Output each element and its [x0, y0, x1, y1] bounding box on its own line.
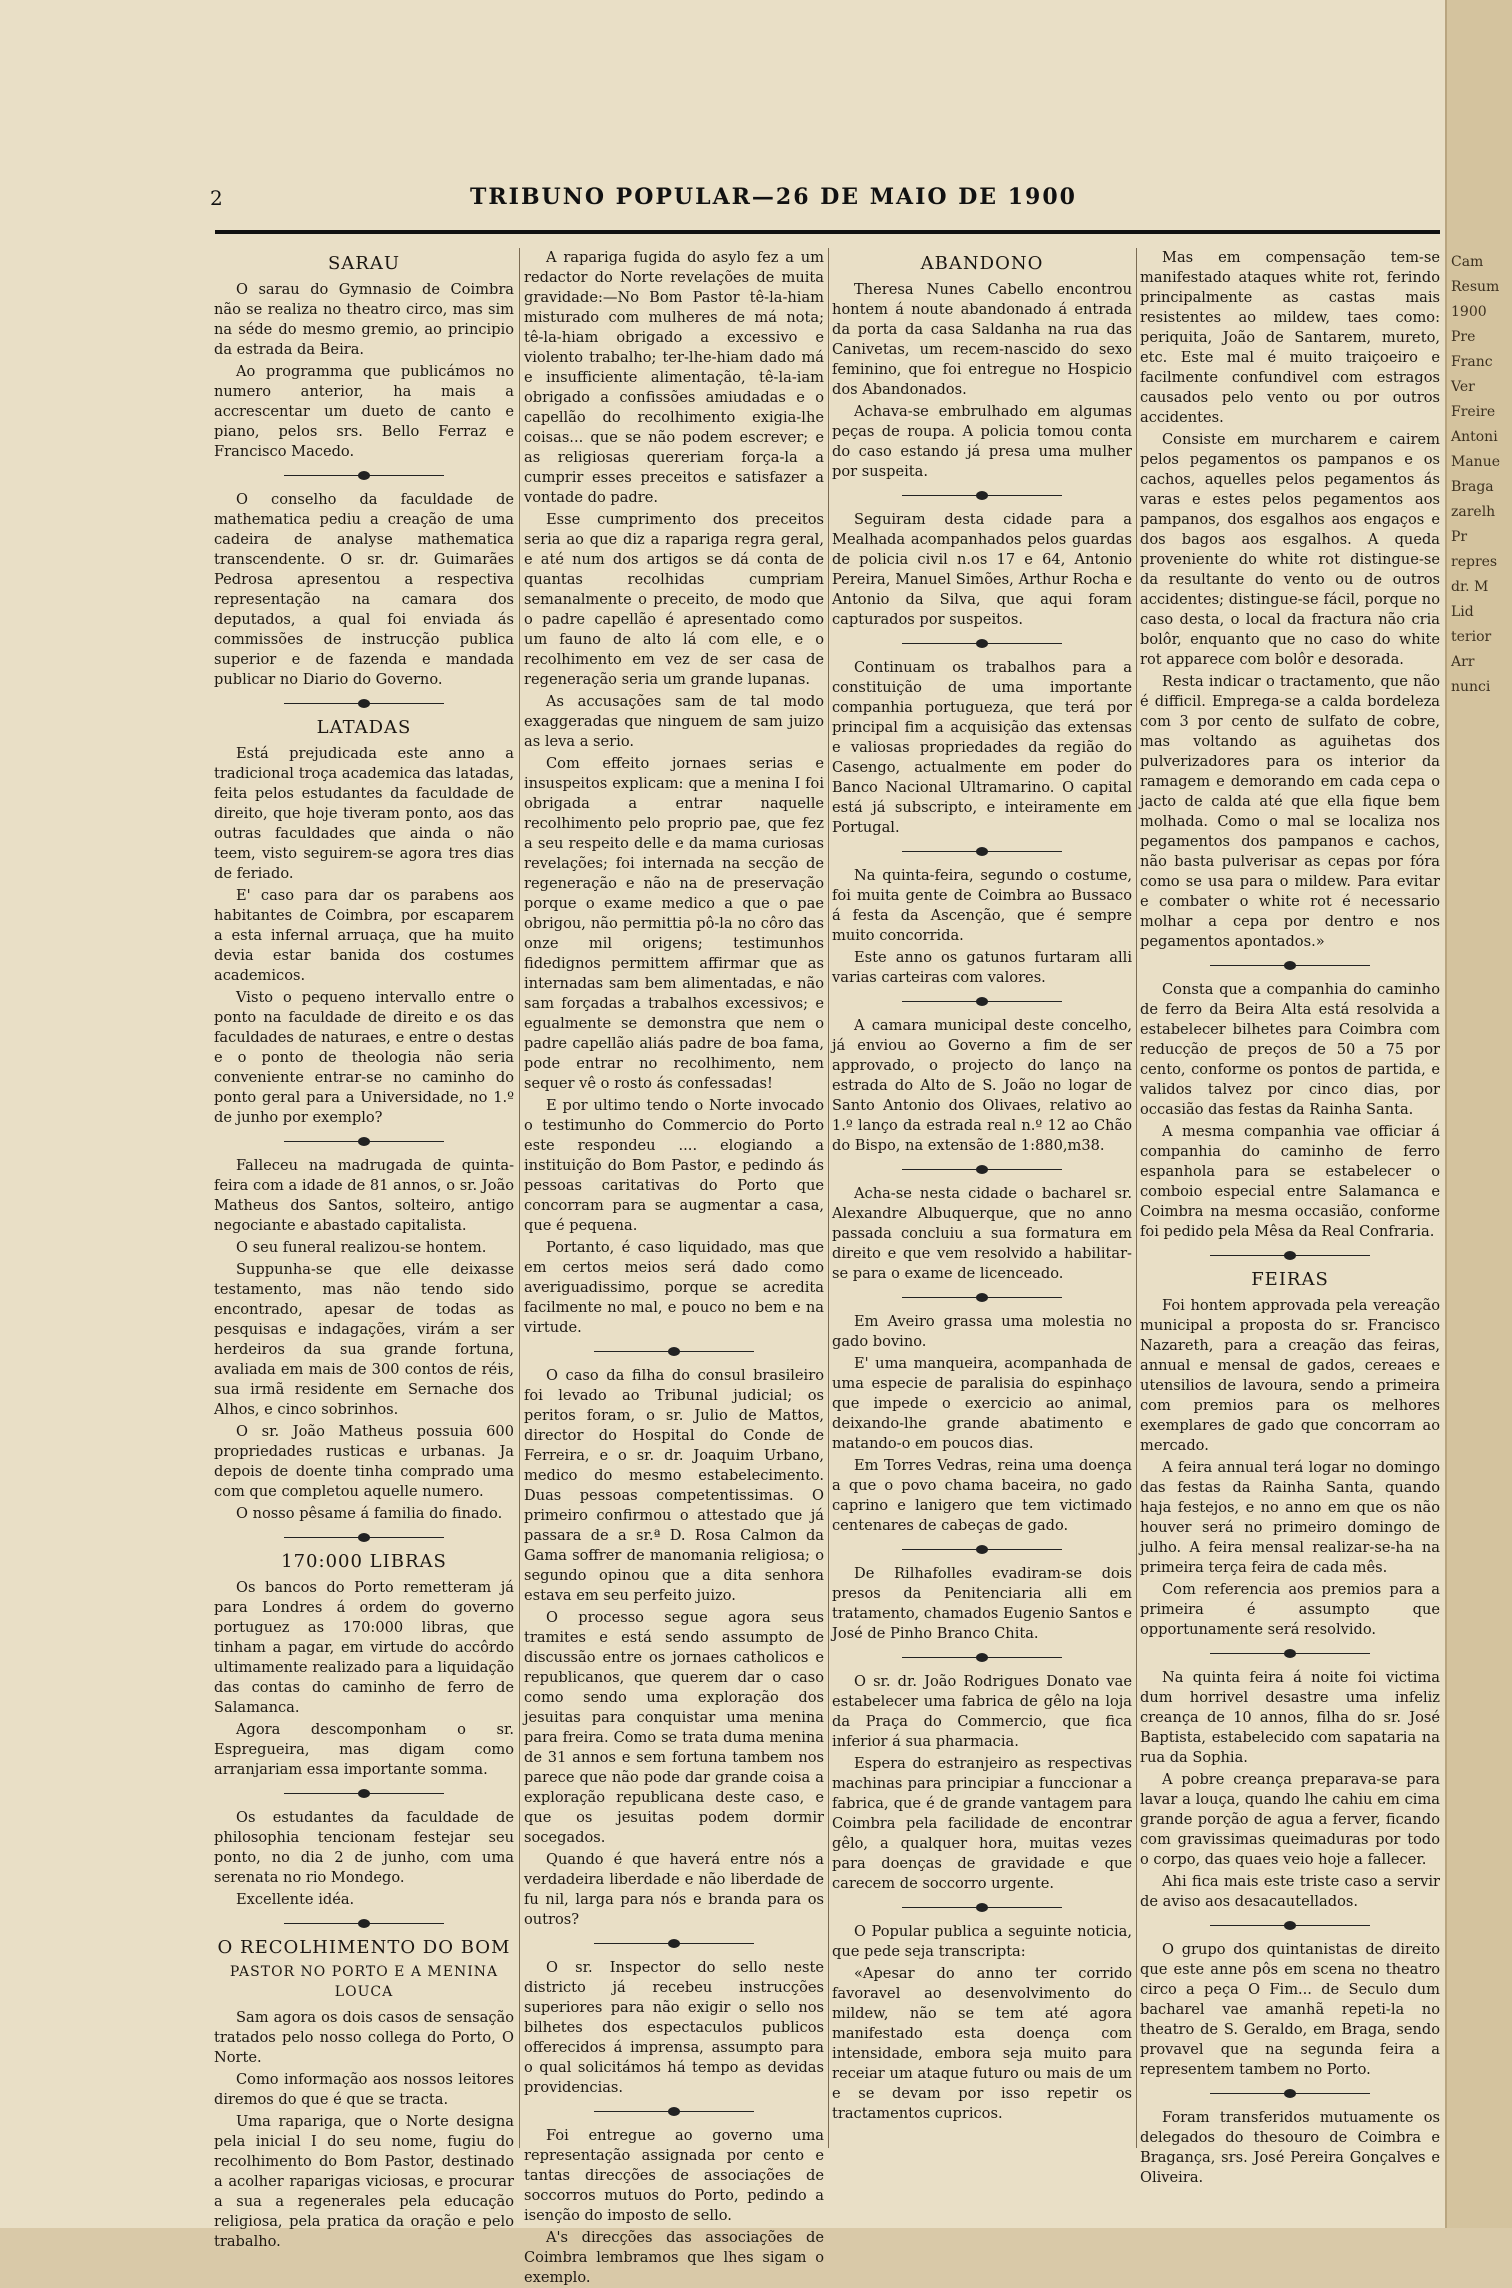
article-paragraph: Sam agora os dois casos de sensação tratados pelo nosso collega do Porto, O Norte.	[214, 2009, 514, 2066]
article-paragraph: A's direcções das associações de Coimbra lembramos que lhes sigam o exemplo.	[524, 2229, 824, 2286]
article-divider	[524, 1344, 824, 1360]
article-divider	[1140, 958, 1440, 974]
article-paragraph: Seguiram desta cidade para a Mealhada acompanhados pelos guardas de policia civil n.os 17 e 64, Antonio Pereira, Manuel Simões, Arthur Rocha e Antonio da Silva, que aqui foram capturados por suspeitos.	[832, 511, 1132, 628]
fragment-line: Pre	[1451, 329, 1476, 345]
article-heading: PASTOR NO PORTO E A MENINA LOUCA	[229, 1964, 499, 2000]
article-paragraph: Falleceu na madrugada de quinta-feira com a idade de 81 annos, o sr. João Matheus dos Santos, solteiro, antigo negociante e abastado capitalista.	[214, 1157, 514, 1234]
header-rule	[215, 230, 1440, 234]
article-paragraph: Agora descomponham o sr. Espregueira, mas digam como arranjariam essa importante somma.	[214, 1721, 514, 1778]
article-divider	[214, 1530, 514, 1546]
fragment-line: Ver	[1451, 379, 1475, 395]
fragment-line: Resum	[1451, 279, 1500, 295]
article-paragraph: Com referencia aos premios para a primeira é assumpto que opportunamente será resolvido.	[1140, 1581, 1440, 1638]
article-paragraph: Resta indicar o tractamento, que não é difficil. Emprega-se a calda bordeleza com 3 por cento de sulfato de cobre, mas voltando as aguihetas dos pulverizadores para os interior da ramagem e demorando em cada cepa o jacto de calda até que ella fique bem molhada. Como o mal se localiza nos pegamentos dos pampanos e cachos, não basta pulverisar as cepas por fóra como se usa para o mildew. Para evitar e combater o white rot é necessario molhar a cepa por dentro e nos pegamentos apontados.»	[1140, 673, 1440, 950]
article-paragraph: Quando é que haverá entre nós a verdadeira liberdade e não liberdade de fu nil, larga para nós e branda para os outros?	[524, 1851, 824, 1928]
article-paragraph: Mas em compensação tem-se manifestado ataques white rot, ferindo principalmente as castas mais resistentes ao mildew, taes como: periquita, João de Santarem, mureto, etc. Este mal é muito traiçoeiro e facilmente confundivel com estragos causados pelo vento ou por outros accidentes.	[1140, 249, 1440, 426]
article-divider	[832, 488, 1132, 504]
article-heading: SARAU	[327, 253, 401, 274]
fragment-line: Franc	[1451, 354, 1493, 370]
fragment-line: terior	[1451, 629, 1492, 645]
article-paragraph: Portanto, é caso liquidado, mas que em certos meios será dado como averiguadissimo, porque se acredita facilmente no mal, e pouco no bem e na virtude.	[524, 1239, 824, 1336]
page-header	[210, 180, 1440, 220]
article-divider	[214, 1786, 514, 1802]
next-page-edge	[1445, 0, 1512, 2228]
article-divider	[1140, 2086, 1440, 2102]
article-paragraph: Uma rapariga, que o Norte designa pela inicial I do seu nome, fugiu do recolhimento do Bom Pastor, destinado a acolher raparigas viciosas, e procurar a sua a regenerales pela educação religiosa, pela pratica da oração e pelo trabalho.	[214, 2113, 514, 2250]
article-divider	[832, 636, 1132, 652]
article-divider	[524, 2104, 824, 2120]
fragment-line: dr. M	[1451, 579, 1489, 595]
article-paragraph: E por ultimo tendo o Norte invocado o testimunho do Commercio do Porto este respondeu .... elogiando a instituição do Bom Pastor, e pedindo ás pessoas caritativas do Porto que concorram para se augmentar a casa, que é pequena.	[524, 1097, 824, 1234]
fragment-line: Freire	[1451, 404, 1496, 420]
article-paragraph: Theresa Nunes Cabello encontrou hontem á noute abandonado á entrada da porta da casa Saldanha na rua das Canivetas, um recem-nascido do sexo feminino, que foi entregue no Hospicio dos Abandonados.	[832, 281, 1132, 398]
article-paragraph: O grupo dos quintanistas de direito que este anne pôs em scena no theatro circo a peça O Fim... de Seculo dum bacharel vae amanhã repeti-la no theatro de S. Geraldo, em Braga, sendo provavel que na segunda feira a representem tambem no Porto.	[1140, 1941, 1440, 2078]
column-divider	[519, 248, 520, 2148]
fragment-line: 1900	[1451, 304, 1487, 320]
article-divider	[832, 1900, 1132, 1916]
article-paragraph: A mesma companhia vae officiar á companhia do caminho de ferro espanhola para se estabelecer o comboio especial entre Salamanca e Coimbra na mesma occasião, conforme foi pedido pela Mêsa da Real Confraria.	[1140, 1123, 1440, 1240]
article-paragraph: Foi hontem approvada pela vereação municipal a proposta do sr. Francisco Nazareth, para a creação das feiras, annual e mensal de gados, cereaes e utensilios de lavoura, sendo a primeira com premios para os melhores exemplares de gado que concorram ao mercado.	[1140, 1297, 1440, 1454]
article-heading: ABANDONO	[920, 253, 1044, 274]
article-divider	[832, 1162, 1132, 1178]
article-paragraph: A pobre creança preparava-se para lavar a louça, quando lhe cahiu em cima grande porção de agua a ferver, ficando com gravissimas queimaduras por todo o corpo, das quaes veio hoje a fallecer.	[1140, 1771, 1440, 1868]
article-paragraph: O sr. João Matheus possuia 600 propriedades rusticas e urbanas. Ja depois de doente tinha comprado uma com que completou aquelle numero.	[214, 1423, 514, 1500]
article-paragraph: Com effeito jornaes serias e insuspeitos explicam: que a menina I foi obrigada a entrar naquelle recolhimento pelo proprio pae, que fez a seu respeito delle e da mama curiosas revelações; foi internada na secção de regeneração e não na de preservação porque o exame medico a que o pae obrigou, não permittia pô-la no côro das onze mil origens; testimunhos fidedignos permittem affirmar que as internadas sam bem alimentadas, e não sam forçadas a trabalhos excessivos; e egualmente se demonstra que nem o padre capellão aliás padre de boa fama, pode entrar no recolhimento, nem sequer vê o rosto ás confessadas!	[524, 755, 824, 1092]
article-divider	[832, 1290, 1132, 1306]
column-divider	[828, 248, 829, 2148]
article-paragraph: O sarau do Gymnasio de Coimbra não se realiza no theatro circo, mas sim na séde do mesmo gremio, ao principio da estrada da Beira.	[214, 281, 514, 358]
article-paragraph: Espera do estranjeiro as respectivas machinas para principiar a funccionar a fabrica, que é de grande vantagem para Coimbra pela facilidade de encontrar gêlo, a qualquer hora, muitas vezes para doenças de gravidade e que carecem de soccorro urgente.	[832, 1755, 1132, 1892]
article-paragraph: Continuam os trabalhos para a constituição de uma importante companhia portugueza, que terá por principal fim a acquisição das extensas e valiosas propriedades da região do Casengo, actualmente em poder do Banco Nacional Ultramarino. O capital está já subscripto, e inteiramente em Portugal.	[832, 659, 1132, 836]
column-divider	[1136, 248, 1137, 2148]
article-heading: LATADAS	[316, 717, 412, 738]
fragment-line: Antoni	[1451, 429, 1498, 445]
column-1	[214, 248, 514, 2250]
next-page-fragments	[1451, 250, 1509, 700]
article-divider	[832, 1650, 1132, 1666]
article-divider	[1140, 1646, 1440, 1662]
article-paragraph: Foi entregue ao governo uma representação assignada por cento e tantas direcções de associações de soccorros mutuos do Porto, pedindo a isenção do imposto de sello.	[524, 2127, 824, 2224]
column-3	[832, 248, 1132, 2198]
article-paragraph: Na quinta feira á noite foi victima dum horrivel desastre uma infeliz creança de 10 annos, filha do sr. José Baptista, estabelecido com sapataria na rua da Sophia.	[1140, 1669, 1440, 1766]
article-paragraph: «Apesar do anno ter corrido favoravel ao desenvolvimento do mildew, não se tem até agora manifestado esta doença com intensidade, embora seja muito para receiar um ataque futuro ou mais de um e se devam por isso repetir os tractamentos cupricos.	[832, 1965, 1132, 2122]
article-paragraph: Como informação aos nossos leitores diremos do que é que se tracta.	[214, 2071, 514, 2108]
article-divider	[214, 696, 514, 712]
article-paragraph: A feira annual terá logar no domingo das festas da Rainha Santa, quando haja festejos, e no anno em que os não houver será no primeiro domingo de julho. A feira mensal realizar-se-ha na primeira terça feira de cada mês.	[1140, 1459, 1440, 1576]
page-number: 2	[210, 186, 223, 210]
article-divider	[214, 1134, 514, 1150]
article-paragraph: De Rilhafolles evadiram-se dois presos da Penitenciaria alli em tratamento, chamados Eugenio Santos e José de Pinho Branco Chita.	[832, 1565, 1133, 1642]
article-paragraph: Em Aveiro grassa uma molestia no gado bovino.	[832, 1313, 1132, 1350]
article-paragraph: Visto o pequeno intervallo entre o ponto na faculdade de direito e os das faculdades de naturaes, e entre o destas e o ponto de theologia não seria conveniente entrar-se no caminho do ponto geral para a Universidade, no 1.º de junho por exemplo?	[214, 989, 514, 1126]
article-paragraph: E' uma manqueira, acompanhada de uma especie de paralisia do espinhaço que impede o exercicio ao animal, deixando-lhe grande abatimento e matando-o em poucos dias.	[832, 1355, 1132, 1452]
article-heading: 170:000 LIBRAS	[281, 1551, 447, 1572]
masthead: TRIBUNO POPULAR—26 DE MAIO DE 1900	[470, 184, 1077, 210]
article-paragraph: Os estudantes da faculdade de philosophia tencionam festejar seu ponto, no dia 2 de junho, com uma serenata no rio Mondego.	[214, 1809, 514, 1886]
article-paragraph: O caso da filha do consul brasileiro foi levado ao Tribunal judicial; os peritos foram, o sr. Julio de Mattos, director do Hospital do Conde de Ferreira, e o sr. dr. Joaquim Urbano, medico do mesmo estabelecimento. Duas pessoas competentissimas. O primeiro confirmou o attestado que já passara de a sr.ª D. Rosa Calmon da Gama soffrer de manomania religiosa; o segundo opinou que a dita senhora estava em seu perfeito juizo.	[524, 1367, 824, 1604]
article-paragraph: Consta que a companhia do caminho de ferro da Beira Alta está resolvida a estabelecer bilhetes para Coimbra com reducção de preços de 50 a 75 por cento, conforme os pontos de partida, e validos talvez por cinco dias, por occasião das festas da Rainha Santa.	[1140, 981, 1440, 1118]
article-heading: O RECOLHIMENTO DO BOM	[217, 1937, 511, 1958]
article-paragraph: Achava-se embrulhado em algumas peças de roupa. A policia tomou conta do caso estando já presa uma mulher por suspeita.	[832, 403, 1132, 480]
column-2	[524, 248, 824, 2286]
article-paragraph: Acha-se nesta cidade o bacharel sr. Alexandre Albuquerque, que no anno passada concluiu a sua formatura em direito e que vem resolvido a habilitar-se para o exame de licenceado.	[832, 1185, 1132, 1282]
article-heading: FEIRAS	[1251, 1269, 1329, 1290]
column-4	[1140, 248, 1440, 2198]
article-divider	[214, 468, 514, 484]
article-divider	[832, 1542, 1132, 1558]
article-paragraph: Os bancos do Porto remetteram já para Londres á ordem do governo portuguez as 170:000 libras, que tinham a pagar, em virtude do accôrdo ultimamente realizado para a liquidação das contas do caminho de ferro de Salamanca.	[214, 1579, 514, 1716]
article-paragraph: O sr. dr. João Rodrigues Donato vae estabelecer uma fabrica de gêlo na loja da Praça do Commercio, que fica inferior á sua pharmacia.	[832, 1673, 1132, 1750]
fragment-line: Pr	[1451, 529, 1468, 545]
article-paragraph: A camara municipal deste concelho, já enviou ao Governo a fim de ser approvado, o projecto do lanço na estrada do Alto de S. João no logar de Santo Antonio dos Olivaes, relativo ao 1.º lanço da estrada real n.º 12 ao Chão do Bispo, na extensão de 1:880,m38.	[832, 1017, 1132, 1154]
fragment-line: Manue	[1451, 454, 1500, 470]
article-divider	[1140, 1918, 1440, 1934]
article-paragraph: Está prejudicada este anno a tradicional troça academica das latadas, feita pelos estudantes da faculdade de direito, que hoje tiveram ponto, aos das outras faculdades que ainda o não teem, visto seguirem-se agora tres dias de feriado.	[214, 745, 514, 882]
article-paragraph: O seu funeral realizou-se hontem.	[236, 1239, 487, 1256]
article-paragraph: Na quinta-feira, segundo o costume, foi muita gente de Coimbra ao Bussaco á festa da Ascenção, que é sempre muito concorrida.	[832, 867, 1132, 944]
article-paragraph: Excellente idéa.	[236, 1891, 355, 1908]
article-paragraph: As accusações sam de tal modo exaggeradas que ninguem de sam juizo as leva a serio.	[524, 693, 824, 750]
fragment-line: repres	[1451, 554, 1498, 570]
article-paragraph: O sr. Inspector do sello neste districto já recebeu instrucções superiores para não exigir o sello nos bilhetes dos espectaculos publicos offerecidos á imprensa, assumpto para o qual solicitámos há tempo as devidas providencias.	[524, 1959, 824, 2096]
article-paragraph: Esse cumprimento dos preceitos seria ao que diz a rapariga regra geral, e até num dos artigos se dá conta de quantas recolhidas cumpriam semanalmente o preceito, de modo que o padre capellão é apresentado como um fauno de alto lá com elle, e o recolhimento em vez de ser casa de regeneração seria um grande lupanas.	[524, 511, 824, 688]
fragment-line: Lid	[1451, 604, 1474, 620]
fragment-line: Braga	[1451, 479, 1494, 495]
fragment-line: nunci	[1451, 679, 1491, 695]
article-paragraph: A rapariga fugida do asylo fez a um redactor do Norte revelações de muita gravidade:—No Bom Pastor tê-la-hiam misturado com mulheres de má nota; tê-la-hiam obrigado a excessivo e violento trabalho; ter-lhe-hiam dado má e insufficiente alimentação, tê-la-iam obrigado a confissões amiudadas e o capellão do recolhimento exigia-lhe coisas... que se não podem escrever; e as religiosas quereriam força-la a cumprir esses preceitos e satisfazer a vontade do padre.	[524, 249, 824, 506]
fragment-line: Arr	[1451, 654, 1475, 670]
article-divider	[524, 1936, 824, 1952]
article-paragraph: Em Torres Vedras, reina uma doença a que o povo chama baceira, no gado caprino e lanigero que tem victimado centenares de cabeças de gado.	[832, 1457, 1132, 1534]
article-paragraph: Foram transferidos mutuamente os delegados do thesouro de Coimbra e Bragança, srs. José Pereira Gonçalves e Oliveira.	[1140, 2109, 1440, 2186]
article-divider	[1140, 1248, 1440, 1264]
article-paragraph: Ao programma que publicámos no numero anterior, ha mais a accrescentar um dueto de canto e piano, pelos srs. Bello Ferraz e Francisco Macedo.	[214, 363, 514, 460]
article-divider	[832, 994, 1132, 1010]
article-paragraph: Este anno os gatunos furtaram alli varias carteiras com valores.	[832, 949, 1132, 986]
article-paragraph: O Popular publica a seguinte noticia, que pede seja transcripta:	[832, 1923, 1132, 1960]
article-paragraph: E' caso para dar os parabens aos habitantes de Coimbra, por escaparem a esta infernal arruaça, que ha muito devia estar banida dos costumes academicos.	[214, 887, 514, 984]
article-paragraph: Ahi fica mais este triste caso a servir de aviso aos desacautellados.	[1140, 1873, 1440, 1910]
article-divider	[832, 844, 1132, 860]
article-paragraph: O nosso pêsame á familia do finado.	[236, 1505, 503, 1522]
fragment-line: zarelh	[1451, 504, 1496, 520]
article-paragraph: Consiste em murcharem e cairem pelos pegamentos os pampanos e os cachos, aquelles pelos pegamentos ás varas e estes pelos pegamentos aos pampanos, dos esgalhos aos engaços e dos bagos aos esgalhos. A queda proveniente do white rot distingue-se da resultante do vento ou de outros accidentes; distingue-se fácil, porque no caso desta, o local da fractura não cria bolôr, enquanto que no caso do white rot apparece com bolôr e desorada.	[1140, 431, 1440, 668]
article-divider	[214, 1916, 514, 1932]
article-paragraph: O conselho da faculdade de mathematica pediu a creação de uma cadeira de analyse mathematica transcendente. O sr. dr. Guimarães Pedrosa apresentou a respectiva representação na camara dos deputados, a qual foi enviada ás commissões de instrucção publica superior e de fazenda e mandada publicar no Diario do Governo.	[214, 491, 514, 688]
fragment-line: Cam	[1451, 254, 1484, 270]
article-paragraph: Suppunha-se que elle deixasse testamento, mas não tendo sido encontrado, apesar de todas as pesquisas e indagações, virám a ser herdeiros da sua grande fortuna, avaliada em mais de 300 contos de réis, sua irmã residente em Sernache dos Alhos, e cinco sobrinhos.	[214, 1261, 514, 1418]
article-paragraph: O processo segue agora seus tramites e está sendo assumpto de discussão entre os jornaes catholicos e republicanos, que querem dar o caso como sendo uma exploração dos jesuitas para conquistar uma menina para freira. Como se trata duma menina de 31 annos e sem fortuna tambem nos parece que não pode dar grande coisa a exploração republicana deste caso, e que os jesuitas podem dormir socegados.	[524, 1609, 824, 1846]
